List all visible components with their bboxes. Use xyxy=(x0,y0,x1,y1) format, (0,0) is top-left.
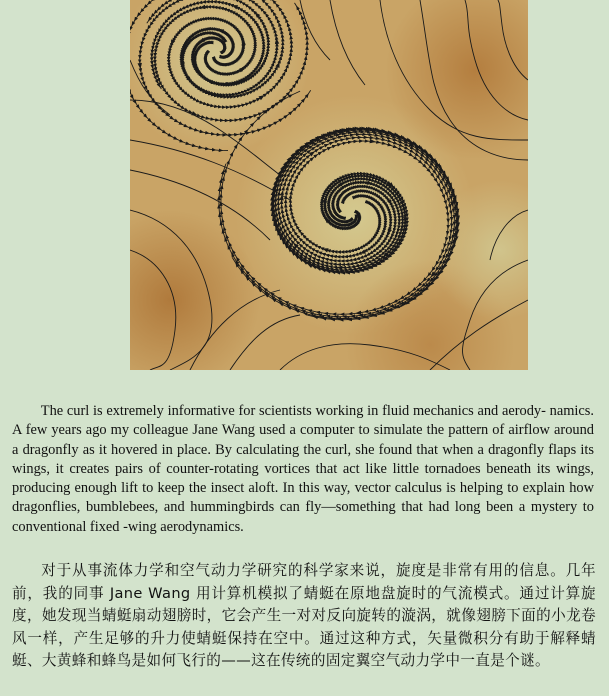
english-paragraph: The curl is extremely informative for scientists working in fluid mechanics and aerody- namics. A few years ago my colleague Jane Wang used a computer to simulate the pattern of airflow around a dragonfly as it hovered in place. By calculating the curl, she found that when a dragonfly flaps its wings, it creates pairs of counter-rotating vortices that act like little tornadoes beneath its wings, producing enough lift to keep the insect aloft. In this way, vector calculus is helping to explain how dragonflies, bumblebees, and hummingbirds can fly—something that had long been a mystery to conventional fixed -wing aerodynamics. xyxy=(12,403,594,535)
vector-field-figure xyxy=(130,0,528,370)
chinese-paragraph: 对于从事流体力学和空气动力学研究的科学家来说，旋度是非常有用的信息。几年前，我的同事 Jane Wang 用计算机模拟了蜻蜓在原地盘旋时的气流模式。通过计算旋度，她发现当蜻蜓扇动翅膀时，它会产生一对对反向旋转的漩涡，就像翅膀下面的小龙卷风一样，产生足够的升力使蜻蜓保持在空中。通过这种方式，矢量微积分有助于解释蜻蜓、大黄蜂和蜂鸟是如何飞行的——这在传统的固定翼空气动力学中一直是个谜。 xyxy=(12,562,596,670)
